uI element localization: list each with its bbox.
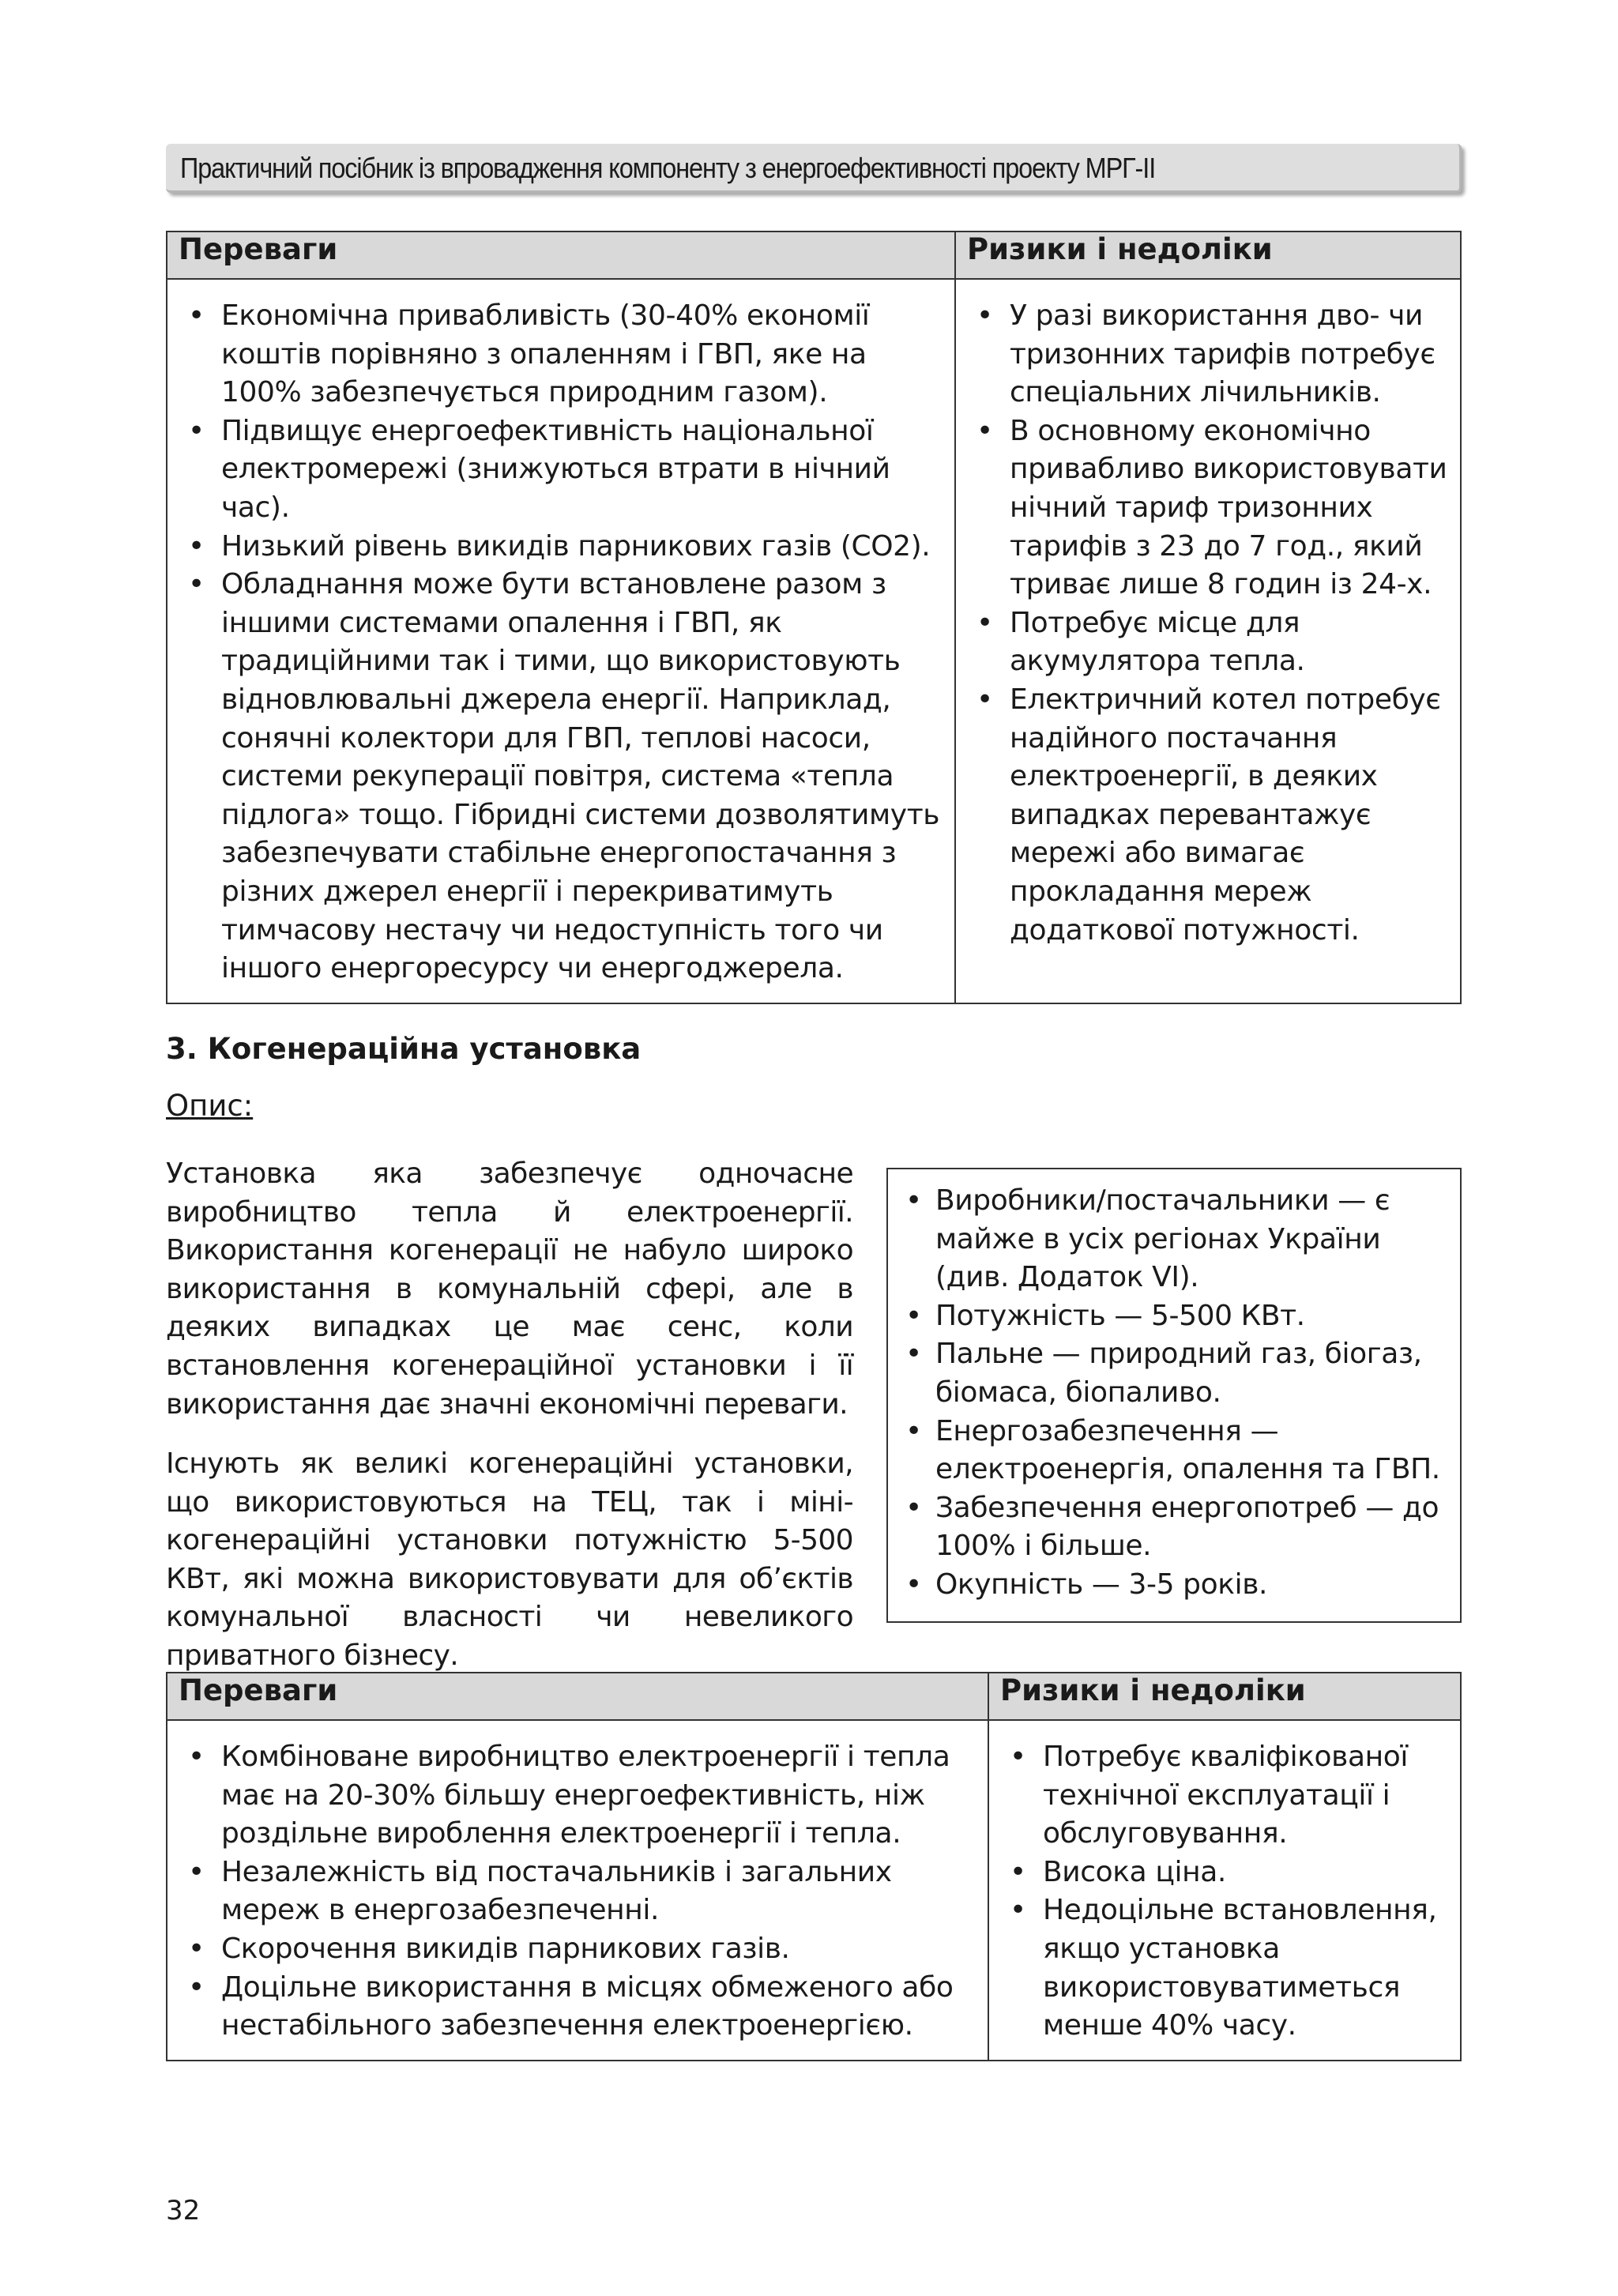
list-item: • Електричний котел потребує надійного постачання електроенергії, в деяких випадках перевантажує мережі або вимагає прокладання мереж додаткової потужності. xyxy=(967,681,1452,950)
list-item: • Економічна привабливість (30-40% економії коштів порівняно з опаленням і ГВП, яке на 100% забезпечується природним газом). xyxy=(179,297,946,412)
list-item: • В основному економічно привабливо використовувати нічний тариф тризонних тарифів з 23 до 7 год., який триває лише 8 годин із 24-х. xyxy=(967,412,1452,604)
table2-advantages-header: Переваги xyxy=(167,1673,988,1720)
pros-cons-table-2 xyxy=(166,1672,1462,2061)
list-item: • Скорочення викидів парникових газів. xyxy=(179,1930,980,1969)
document-header xyxy=(166,144,1462,193)
list-item: • Низький рівень викидів парникових газів (СО2). xyxy=(179,528,946,566)
list-item: • Недоцільне встановлення, якщо установка використовуватиметься менше 40% часу. xyxy=(1000,1891,1452,2045)
table2-advantages-cell xyxy=(167,1720,988,2061)
table2-risks-header: Ризики і недоліки xyxy=(988,1673,1461,1720)
table1-advantages-cell xyxy=(167,279,955,1003)
list-item: • Комбіноване виробництво електроенергії і тепла має на 20-30% більшу енергоефективність, ніж роздільне вироблення електроенергії і тепла. xyxy=(179,1738,980,1854)
specs-list xyxy=(896,1182,1457,1605)
table1-risks-header: Ризики і недоліки xyxy=(955,231,1461,279)
description-paragraph-2: Існують як великі когенераційні установки, що використовуються на ТЕЦ, так і міні-когенераційні установки потужністю 5-500 КВт, які можна використовувати для об’єктів комунальної власності чи невеликого приватного бізнесу. xyxy=(166,1447,853,1672)
list-item: • Доцільне використання в місцях обмеженого або нестабільного забезпечення електроенергією. xyxy=(179,1969,980,2046)
table2-advantages-list xyxy=(179,1738,980,2046)
list-item: • Висока ціна. xyxy=(1000,1854,1452,1892)
specs-info-box xyxy=(886,1168,1462,1623)
page-number: 32 xyxy=(166,2195,201,2226)
list-item: • Незалежність від постачальників і загальних мереж в енергозабезпеченні. xyxy=(179,1854,980,1930)
list-item: • Енергозабезпечення — електроенергія, опалення та ГВП. xyxy=(896,1413,1457,1489)
pros-cons-table-1 xyxy=(166,231,1462,1004)
list-item: • Обладнання може бути встановлене разом з іншими системами опалення і ГВП, як традиційними так і тими, що використовують відновлювальні джерела енергії. Наприклад, сонячні колектори для ГВП, теплові насоси, системи рекуперації повітря, система «тепла підлога» тощо. Гібридні системи дозволятимуть забезпечувати стабільне енергопостачання з різних джерел енергії і перекриватимуть тимчасову нестачу чи недоступність того чи іншого енергоресурсу чи енергоджерела. xyxy=(179,566,946,988)
list-item: • Потребує кваліфікованої технічної експлуатації і обслуговування. xyxy=(1000,1738,1452,1854)
table1-advantages-list xyxy=(179,297,946,988)
list-item: • Потужність — 5-500 КВт. xyxy=(896,1297,1457,1336)
document-header-title: Практичний посібник із впровадження компоненту з енергоефективності проекту МРГ-ІІ xyxy=(180,152,1156,184)
list-item: • Пальне — природний газ, біогаз, біомаса, біопаливо. xyxy=(896,1335,1457,1412)
table1-risks-list xyxy=(967,297,1452,950)
list-item: • У разі використання дво- чи тризонних тарифів потребує спеціальних лічильників. xyxy=(967,297,1452,412)
list-item: • Підвищує енергоефективність національної електромережі (знижуються втрати в нічний час). xyxy=(179,412,946,528)
list-item: • Потребує місце для акумулятора тепла. xyxy=(967,604,1452,681)
table1-advantages-header: Переваги xyxy=(167,231,955,279)
list-item: • Виробники/постачальники — є майже в усіх регіонах України (див. Додаток VI). xyxy=(896,1182,1457,1297)
description-paragraph-1: Установка яка забезпечує одночасне виробництво тепла й електроенергії. Використання когенерації не набуло широко використання в комунальній сфері, але в деяких випадках це має сенс, коли встановлення когенераційної установки і її використання дає значні економічні переваги. xyxy=(166,1157,853,1421)
table2-risks-cell xyxy=(988,1720,1461,2061)
table1-risks-cell xyxy=(955,279,1461,1003)
section-title: 3. Когенераційна установка xyxy=(166,1032,642,1066)
list-item: • Забезпечення енергопотреб — до 100% і більше. xyxy=(896,1489,1457,1566)
table2-risks-list xyxy=(1000,1738,1452,2046)
list-item: • Окупність — 3-5 років. xyxy=(896,1566,1457,1605)
description-label: Опис: xyxy=(166,1089,254,1123)
